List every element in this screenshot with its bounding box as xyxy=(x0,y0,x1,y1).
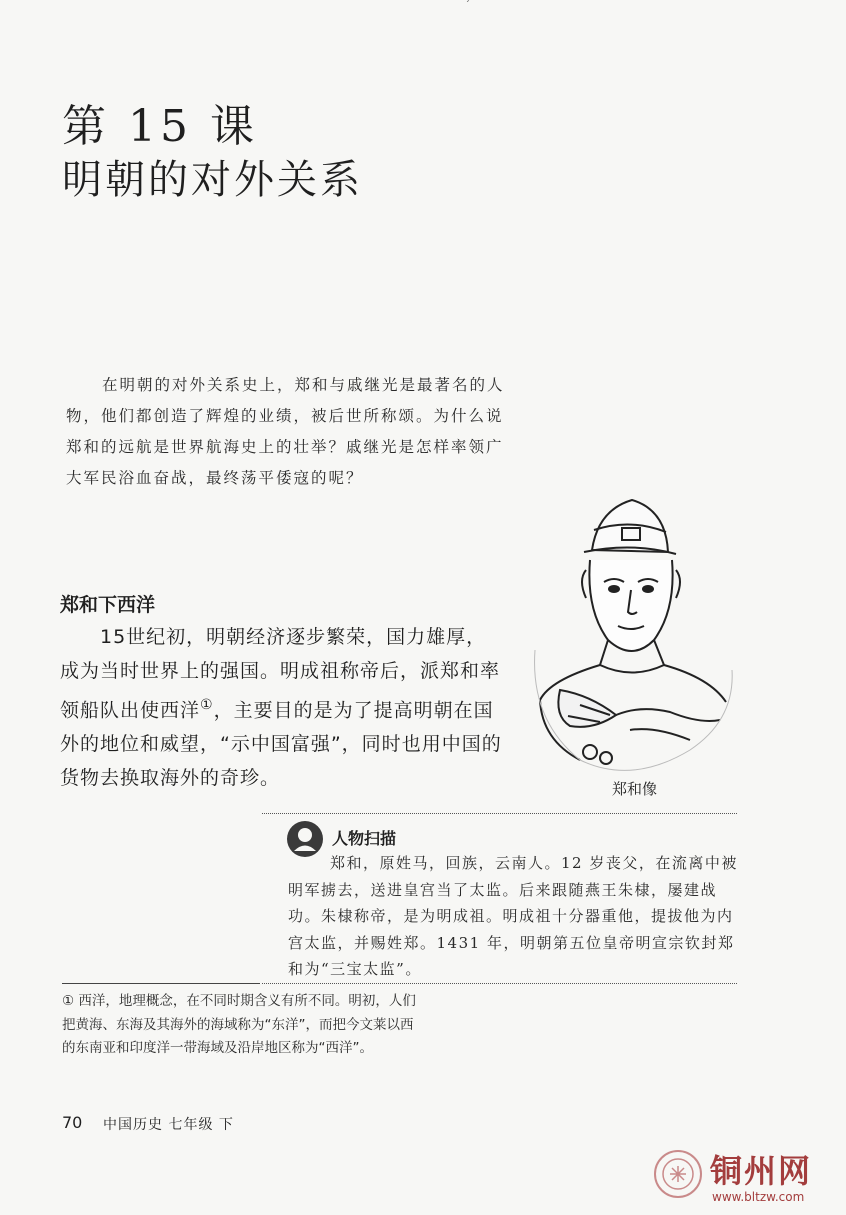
lesson-number: 第 15 课 xyxy=(62,101,258,152)
portrait-caption: 郑和像 xyxy=(612,780,658,798)
footnote-text: 西洋，地理概念，在不同时期含义有所不同。明初，人们把黄海、东海及其海外的海域称为“东洋”，而把今文莱以西的东南亚和印度洋一带海域及沿岸地区称为“西洋”。 xyxy=(62,993,416,1056)
person-scan-top-border xyxy=(262,813,737,814)
watermark-name: 铜州网 xyxy=(710,1152,813,1190)
footnote-divider xyxy=(62,983,260,984)
book-title: 中国历史 七年级 下 xyxy=(103,1117,234,1133)
footnote xyxy=(62,990,422,1061)
section-text-part2: ，主要目的是为了提高明朝在国外的地位和威望，“示中国富强”，同时也用中国的货物去换取海外的奇珍。 xyxy=(60,699,502,790)
person-scan-bottom-border xyxy=(262,983,737,984)
seal-logo-icon xyxy=(652,1148,704,1200)
person-scan-text: 郑和，原姓马，回族，云南人。12 岁丧父，在流离中被明军掳去，送进皇宫当了太监。后来跟随燕王朱棣，屡建战功。朱棣称帝，是为明成祖。明成祖十分器重他，提拔他为内宫太监，并赐姓郑。1431 年，明朝第五位皇帝明宣宗钦封郑和为“三宝太监”。 xyxy=(288,854,738,978)
section-heading: 郑和下西洋 xyxy=(60,594,156,616)
person-scan-paragraph xyxy=(288,850,738,983)
lesson-title: 明朝的对外关系 xyxy=(62,157,363,203)
watermark-url[interactable]: www.bltzw.com xyxy=(712,1190,805,1204)
intro-paragraph xyxy=(66,370,506,494)
section-text-part1: 15世纪初，明朝经济逐步繁荣，国力雄厚，成为当时世界上的强国。明成祖称帝后，派郑和率领船队出使西洋 xyxy=(60,626,501,722)
page-top-mark: ˊ xyxy=(465,0,470,11)
footnote-mark: ① xyxy=(62,993,75,1009)
person-scan-title: 人物扫描 xyxy=(332,829,397,848)
zheng-he-portrait xyxy=(520,490,745,775)
footnote-reference[interactable]: ① xyxy=(200,697,214,713)
page-number: 70 xyxy=(62,1113,83,1132)
section-paragraph xyxy=(60,620,505,795)
intro-text: 在明朝的对外关系史上，郑和与戚继光是最著名的人物，他们都创造了辉煌的业绩，被后世所称颂。为什么说郑和的远航是世界航海史上的壮举？戚继光是怎样率领广大军民浴血奋战，最终荡平倭寇的呢？ xyxy=(66,376,505,487)
